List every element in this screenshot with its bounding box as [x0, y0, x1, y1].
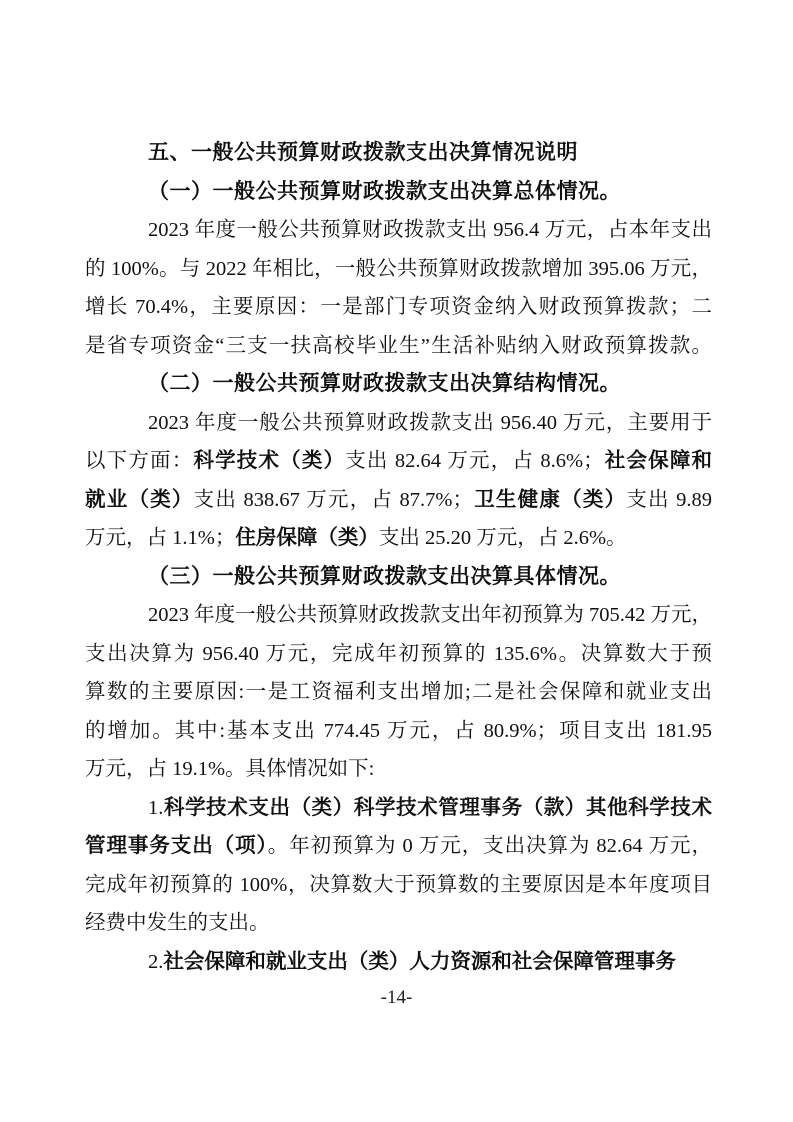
para-1-line-4-text: 是省专项资金“三支一扶高校毕业生”生活补贴纳入财政预算拨款。	[85, 334, 712, 357]
subsection-1-heading	[85, 173, 712, 212]
para-2-line-1	[85, 404, 712, 443]
item-1-number: 1.	[148, 796, 164, 819]
para-3-line-2	[85, 635, 712, 674]
para-2-line-2	[85, 442, 712, 481]
para-3-line-4-text: 的增加。其中:基本支出 774.45 万元，占 80.9%；项目支出 181.95	[85, 719, 712, 742]
item-1-line-3	[85, 866, 712, 905]
para-2-line-2-seg-4: 社会保障和	[603, 449, 712, 472]
item-1-line-2-title: 管理事务支出（项）	[85, 834, 268, 857]
para-1-line-1-text: 2023 年度一般公共预算财政拨款支出 956.4 万元，占本年支出	[148, 219, 712, 241]
para-3-line-2-text: 支出决算为 956.40 万元，完成年初预算的 135.6%。决算数大于预	[85, 642, 712, 665]
subsection-3-heading-text: （三）一般公共预算财政拨款支出决算具体情况。	[148, 564, 621, 588]
section-heading	[85, 134, 712, 173]
para-1-line-2	[85, 250, 712, 289]
para-2-line-1-text: 2023 年度一般公共预算财政拨款支出 956.40 万元，主要用于	[148, 411, 712, 434]
item-1-line-2	[85, 827, 712, 866]
page-number: -14-	[380, 987, 413, 1008]
para-2-line-3-seg-3: 卫生健康（类）	[472, 487, 627, 511]
para-1-line-1	[85, 211, 712, 250]
para-1-line-2-text: 的 100%。与 2022 年相比，一般公共预算财政拨款增加 395.06 万元，	[85, 257, 712, 280]
item-2-line-1-title: 社会保障和就业支出（类）人力资源和社会保障管理事务	[163, 949, 676, 973]
document-body	[85, 134, 712, 981]
para-2-line-3	[85, 481, 712, 520]
subsection-3-heading	[85, 558, 712, 597]
para-1-line-3-text: 增长 70.4%，主要原因：一是部门专项资金纳入财政预算拨款；二	[85, 296, 712, 318]
item-1-line-2-text: 。年初预算为 0 万元，支出决算为 82.64 万元，	[267, 835, 712, 857]
para-2-line-2-seg-2: 科学技术（类）	[193, 449, 346, 472]
para-3-line-3	[85, 673, 712, 712]
para-2-line-4	[85, 519, 712, 558]
para-1-line-4	[85, 327, 712, 366]
item-1-line-1	[85, 789, 712, 828]
section-heading-text: 五、一般公共预算财政拨款支出决算情况说明	[148, 141, 578, 164]
para-3-line-5-text: 万元，占 19.1%。具体情况如下:	[85, 758, 375, 780]
item-1-line-3-text: 完成年初预算的 100%，决算数大于预算数的主要原因是本年度项目	[85, 873, 712, 896]
subsection-2-heading	[85, 365, 712, 404]
para-3-line-5	[85, 750, 712, 789]
para-2-line-4-seg-3: 支出 25.20 万元，占 2.6%。	[378, 527, 627, 549]
para-3-line-3-text: 算数的主要原因:一是工资福利支出增加;二是社会保障和就业支出	[85, 681, 712, 703]
para-2-line-2-seg-1: 以下方面：	[85, 450, 194, 472]
para-3-line-1	[85, 596, 712, 635]
para-2-line-2-seg-3: 支出 82.64 万元，占 8.6%；	[345, 450, 604, 472]
para-3-line-4	[85, 712, 712, 751]
para-2-line-4-seg-2: 住房保障（类）	[235, 526, 379, 549]
item-1-line-4-text: 经费中发生的支出。	[85, 912, 270, 934]
item-2-number: 2.	[148, 950, 164, 973]
para-2-line-3-seg-4: 支出 9.89	[626, 488, 712, 511]
para-2-line-3-seg-1: 就业（类）	[85, 487, 194, 511]
para-3-line-1-text: 2023 年度一般公共预算财政拨款支出年初预算为 705.42 万元，	[148, 604, 712, 626]
para-1-line-3	[85, 288, 712, 327]
item-2-line-1	[85, 943, 712, 982]
item-1-line-4	[85, 904, 712, 943]
subsection-1-heading-text: （一）一般公共预算财政拨款支出决算总体情况。	[148, 179, 621, 203]
para-2-line-4-seg-1: 万元，占 1.1%；	[85, 527, 236, 549]
item-1-line-1-title: 科学技术支出（类）科学技术管理事务（款）其他科学技术	[163, 795, 712, 819]
subsection-2-heading-text: （二）一般公共预算财政拨款支出决算结构情况。	[148, 372, 621, 395]
para-2-line-3-seg-2: 支出 838.67 万元，占 87.7%；	[193, 488, 473, 511]
